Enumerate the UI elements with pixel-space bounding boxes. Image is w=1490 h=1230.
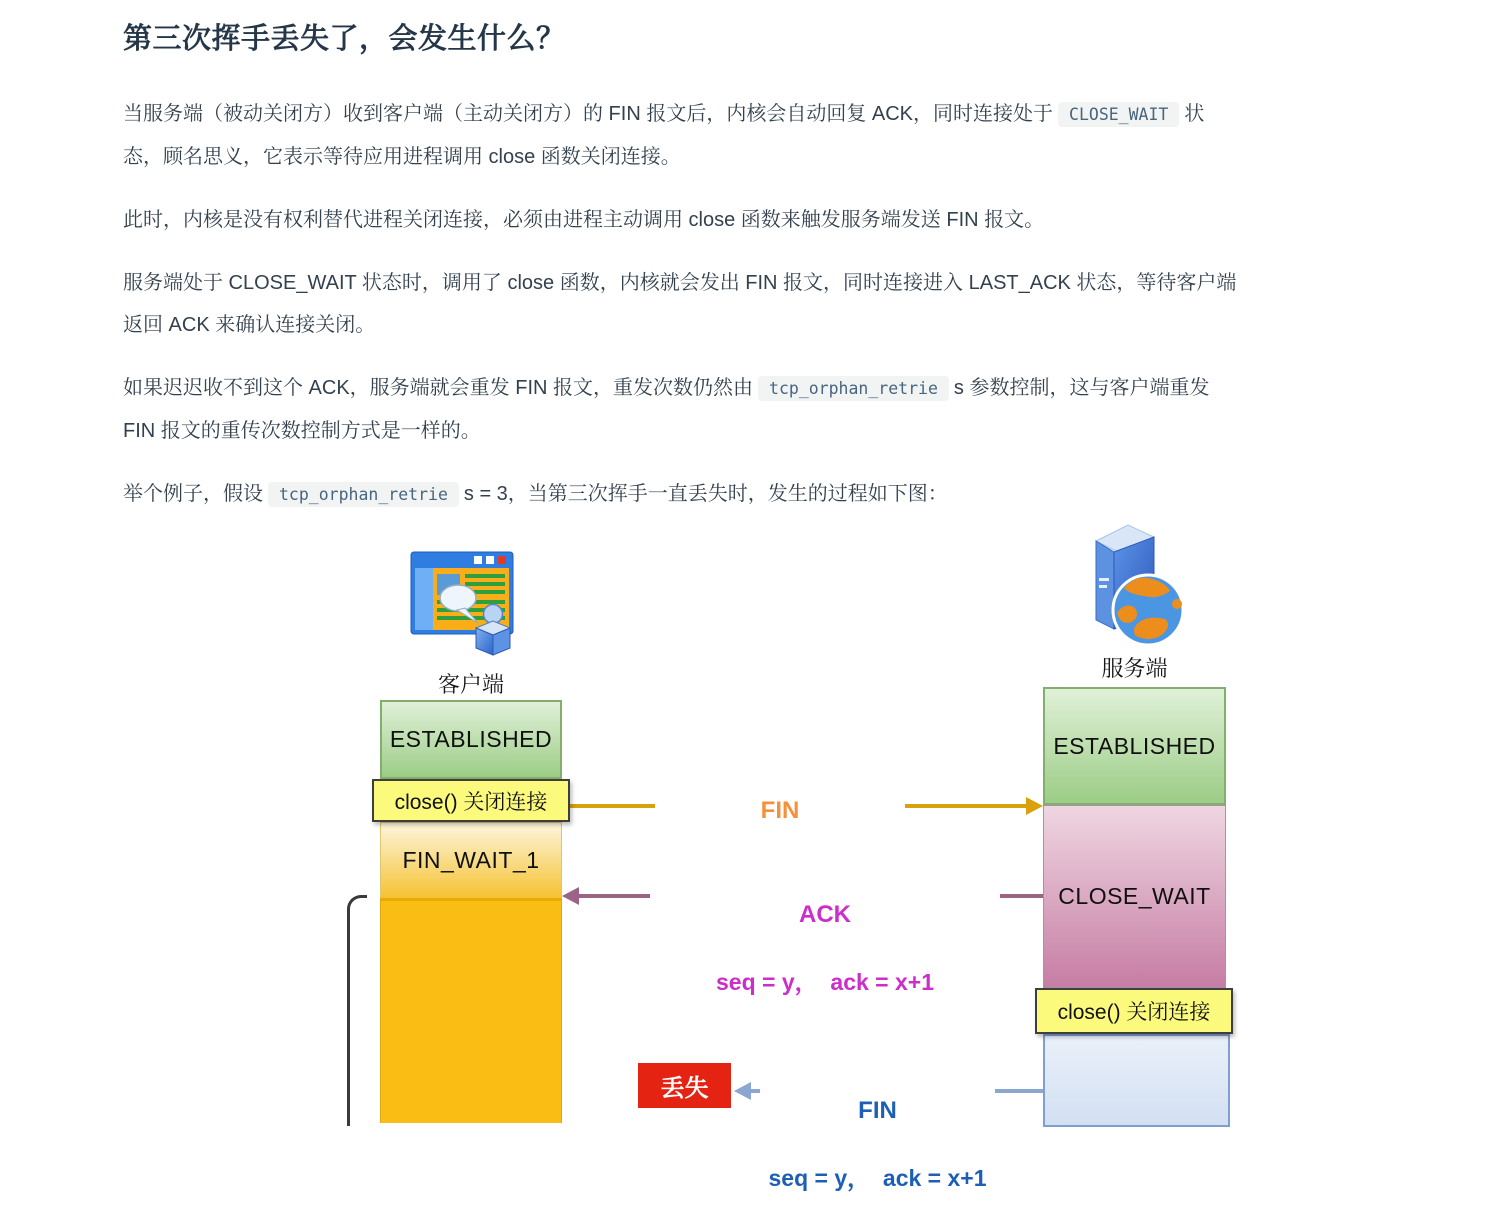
article	[123, 0, 1241, 537]
ack-message	[650, 864, 1000, 1034]
fin1-name: FIN	[760, 797, 800, 824]
fin2-arrowhead-icon	[734, 1082, 751, 1100]
paragraph-4	[123, 367, 1241, 452]
client-timeline-segment	[380, 898, 562, 1123]
paragraph-4-text: 如果迟迟收不到这个 ACK，服务端就会重发 FIN 报文，重发次数仍然由	[123, 377, 754, 399]
ack-detail: seq = y， ack = x+1	[715, 969, 935, 995]
paragraph-3: 服务端处于 CLOSE_WAIT 状态时，调用了 close 函数，内核就会发出 FIN 报文，同时连接进入 LAST_ACK 状态，等待客户端返回 ACK 来确认连接关闭。	[123, 272, 1237, 336]
paragraph-4-text-2: s 参数控制，这与客户端重发 FIN 报文的重传次数控制方式是一样的。	[123, 377, 1210, 442]
paragraph-5-text-2: s = 3，当第三次挥手一直丢失时，发生的过程如下图：	[463, 483, 948, 505]
fin2-name: FIN	[858, 1097, 897, 1124]
server-tower-globe-icon	[1084, 514, 1186, 656]
client-state-fin-wait-1: FIN_WAIT_1	[380, 822, 562, 898]
client-state-established: ESTABLISHED	[380, 700, 562, 779]
server-state-established: ESTABLISHED	[1043, 687, 1226, 805]
server-label: 服务端	[1101, 656, 1168, 681]
paragraph-5	[123, 473, 1241, 516]
server-state-close-wait: CLOSE_WAIT	[1043, 805, 1226, 988]
client-browser-icon	[410, 544, 532, 658]
client-close-action-tag: close() 关闭连接	[372, 779, 570, 822]
paragraph-1	[123, 93, 1241, 178]
fin2-message	[760, 1060, 995, 1230]
retry-span-bracket	[347, 895, 367, 1126]
fin1-arrowhead-icon	[1026, 797, 1043, 815]
server-timeline-segment	[1043, 1034, 1230, 1127]
client-label: 客户端	[437, 672, 504, 697]
ack-arrowhead-icon	[562, 887, 579, 905]
lost-badge: 丢失	[638, 1063, 731, 1108]
paragraph-5-text: 举个例子，假设	[123, 483, 263, 505]
inline-code-close-wait: CLOSE_WAIT	[1058, 102, 1179, 127]
paragraph-2: 此时，内核是没有权利替代进程关闭连接，必须由进程主动调用 close 函数来触发服务端发送 FIN 报文。	[123, 209, 1045, 231]
server-close-action-tag: close() 关闭连接	[1035, 988, 1233, 1034]
page-title: 第三次挥手丢失了，会发生什么？	[123, 23, 566, 55]
inline-code-tcp-orphan-retries-2: tcp_orphan_retrie	[268, 482, 459, 507]
paragraph-1-text-2: 状态，顾名思义，它表示等待应用进程调用 close 函数关闭连接。	[123, 103, 1205, 168]
fin2-detail: seq = y， ack = x+1	[768, 1165, 987, 1191]
paragraph-1-text: 当服务端（被动关闭方）收到客户端（主动关闭方）的 FIN 报文后，内核会自动回复 ACK，同时连接处于	[123, 103, 1054, 125]
ack-name: ACK	[799, 901, 851, 928]
inline-code-tcp-orphan-retries: tcp_orphan_retrie	[758, 376, 949, 401]
